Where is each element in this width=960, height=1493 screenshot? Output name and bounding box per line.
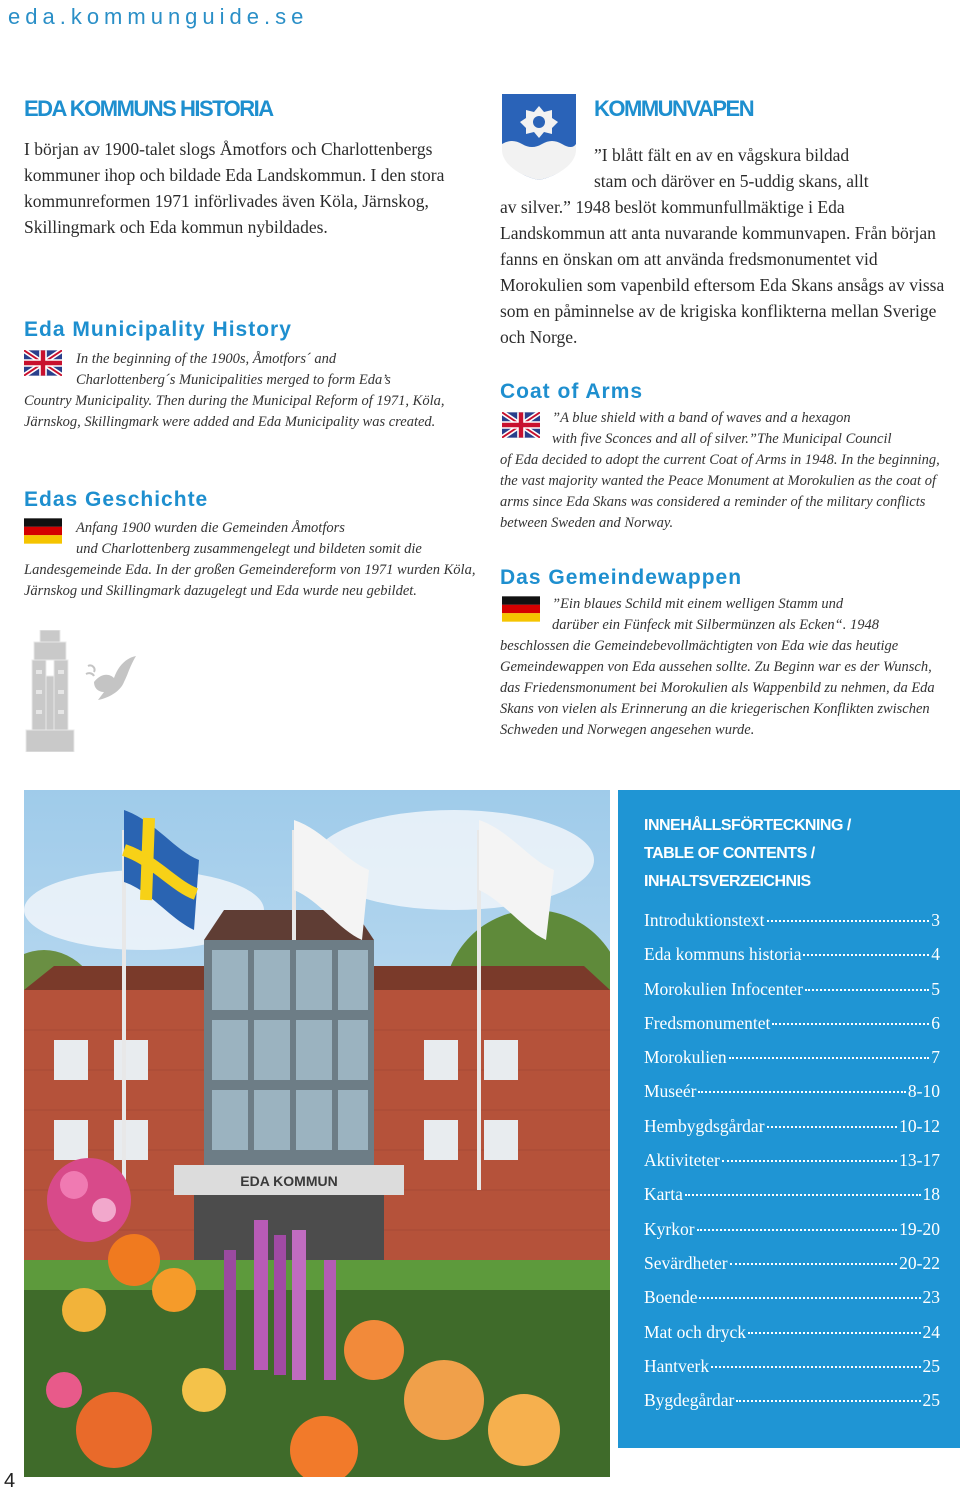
toc-title-line: TABLE OF CONTENTS / (644, 845, 815, 862)
toc-item-page: 25 (922, 1390, 940, 1411)
kommunvapen-body (500, 142, 945, 350)
toc-item[interactable] (644, 1356, 940, 1390)
coat-de-heading: Das Gemeindewappen (500, 566, 743, 589)
toc-item-title: Bygdegårdar (644, 1390, 735, 1411)
coat-de-body (500, 594, 945, 741)
toc-item[interactable] (644, 1116, 940, 1150)
history-de-rest: Landesgemeinde Eda. In der großen Gemeindereform von 1971 wurden Köla, Järnskog und Skillingmark dazugelegt und Eda wurde neu gebildet. (24, 562, 476, 599)
toc-item-page: 7 (931, 1047, 940, 1068)
toc-item-title: Hembygdsgårdar (644, 1115, 765, 1136)
toc-item-title: Sevärdheter (644, 1252, 728, 1273)
toc-item-page: 24 (922, 1321, 940, 1342)
coat-en-line2: with five Sconces and all of silver.”The Municipal Council (552, 431, 892, 447)
toc-item[interactable] (644, 1184, 940, 1218)
toc-item-title: Introduktionstext (644, 910, 765, 930)
uk-flag-icon (502, 412, 540, 438)
toc-item[interactable] (644, 1013, 940, 1047)
history-en-section (24, 318, 484, 433)
toc-item-page: 18 (922, 1184, 940, 1205)
toc-item-page: 10-12 (899, 1115, 940, 1136)
history-de-line2: und Charlottenberg zusammengelegt und bildeten somit die (76, 541, 422, 557)
toc-item-page: 23 (922, 1287, 940, 1308)
history-heading: EDA KOMMUNS HISTORIA (24, 96, 273, 121)
peace-monument-icon (22, 630, 78, 752)
toc-item-title: Boende (644, 1287, 698, 1308)
coat-en-line1: ”A blue shield with a band of waves and a hexagon (552, 410, 851, 426)
site-url[interactable]: eda.kommunguide.se (8, 4, 309, 29)
german-flag-icon (24, 518, 62, 544)
history-de-line1: Anfang 1900 wurden die Gemeinden Åmotfors (76, 520, 345, 536)
table-of-contents (618, 790, 960, 1448)
coat-en-rest: of Eda decided to adopt the current Coat of Arms in 1948. In the beginning, the vast majority wanted the Peace Monument at Morokulien as the coat of arms since Eda Skans was considered a reminder of the military conflicts between Sweden and Norway. (500, 452, 940, 531)
toc-item-title: Mat och dryck (644, 1321, 747, 1342)
toc-item-title: Fredsmonumentet (644, 1012, 771, 1033)
toc-item[interactable] (644, 1081, 940, 1115)
toc-item-title: Karta (644, 1184, 683, 1205)
toc-item-title: Morokulien (644, 1047, 727, 1068)
history-en-line1: In the beginning of the 1900s, Åmotfors´ and (76, 351, 337, 367)
coat-de-line2: darüber ein Fünfeck mit Silbermünzen als Ecken“. 1948 (552, 617, 879, 633)
toc-title (644, 812, 944, 896)
history-en-body (24, 349, 484, 433)
coat-de-line1: ”Ein blaues Schild mit einem welligen Stamm und (552, 596, 844, 612)
toc-item[interactable] (644, 1047, 940, 1081)
history-section (24, 96, 484, 240)
coat-en-body (500, 408, 945, 534)
toc-item[interactable] (644, 1287, 940, 1321)
toc-item-page: 25 (922, 1355, 940, 1376)
toc-item[interactable] (644, 1390, 940, 1424)
toc-item-page: 19-20 (899, 1218, 940, 1239)
town-hall-illustration (24, 790, 610, 1477)
toc-item[interactable] (644, 1253, 940, 1287)
toc-item-title: Aktiviteter (644, 1150, 720, 1171)
german-flag-icon (502, 596, 540, 622)
page-number: 4 (4, 1470, 16, 1492)
toc-item[interactable] (644, 1150, 940, 1184)
history-de-section (24, 488, 484, 602)
toc-title-line: INHALTSVERZEICHNIS (644, 873, 811, 890)
toc-item-page: 13-17 (899, 1150, 940, 1171)
coat-en-section (500, 380, 945, 534)
history-de-heading: Edas Geschichte (24, 488, 209, 511)
toc-item-title: Morokulien Infocenter (644, 978, 803, 999)
kommunvapen-section (500, 142, 945, 350)
coat-en-heading: Coat of Arms (500, 380, 644, 403)
toc-item-page: 5 (931, 978, 940, 999)
history-en-rest: Country Municipality. Then during the Municipal Reform of 1971, Köla, Järnskog, Skillingmark were added and Eda Municipality was created. (24, 393, 445, 430)
kommunvapen-line1: ”I blått fält en av en vågskura bildad (594, 145, 850, 165)
coat-de-rest: beschlossen die Gemeindebevollmächtigten von Eda wie das heutige Gemeindewappen von Eda aussehen sollte. Zu Beginn war es der Wunsch, das Friedensmonument bei Morokulien als Wappenbild zu nehmen, da Eda Skans von vielen als Erinnerung an die kriegerischen Konflikten zwischen Schweden und Norwegen angesehen wurde. (500, 638, 935, 738)
town-hall-photo (24, 790, 610, 1477)
toc-item-page: 4 (931, 944, 940, 965)
toc-item-page: 20-22 (899, 1252, 940, 1273)
toc-title-line: INNEHÅLLSFÖRTECKNING / (644, 817, 851, 834)
toc-item-title: Hantverk (644, 1355, 710, 1376)
toc-item[interactable] (644, 979, 940, 1013)
toc-item-title: Kyrkor (644, 1218, 695, 1239)
dove-icon (84, 652, 140, 704)
uk-flag-icon (24, 350, 62, 376)
building-sign: EDA KOMMUN (240, 1173, 338, 1189)
toc-item[interactable] (644, 1219, 940, 1253)
history-body: I början av 1900-talet slogs Åmotfors och Charlottenbergs kommuner ihop och bildade Eda Landskommun. I den stora kommunreformen 1971 införlivades även Köla, Järnskog, Skillingmark och Eda kommun nybildades. (24, 139, 445, 237)
toc-list (644, 910, 940, 1424)
coat-de-section (500, 566, 945, 741)
toc-item-title: Eda kommuns historia (644, 944, 802, 965)
kommunvapen-rest: av silver.” 1948 beslöt kommunfullmäktige i Eda Landskommun att anta nuvarande kommunvapen. Från början fanns en önskan om att använda fredsmonumentet vid Morokulien som vapenbild eftersom Eda Skans ansågs av vissa som en påminnelse av de krigiska konflikterna mellan Sverige och Norge. (500, 197, 945, 347)
kommunvapen-heading: KOMMUNVAPEN (594, 96, 754, 121)
history-de-body (24, 518, 484, 602)
toc-item[interactable] (644, 910, 940, 944)
toc-item[interactable] (644, 944, 940, 978)
kommunvapen-line2: stam och däröver en 5-uddig skans, allt (594, 171, 869, 191)
toc-item-page: 3 (931, 910, 940, 930)
kommunvapen-heading-wrap (594, 96, 954, 122)
toc-item-page: 8-10 (907, 1081, 940, 1102)
toc-item-page: 6 (931, 1012, 940, 1033)
toc-item-title: Museér (644, 1081, 697, 1102)
history-en-heading: Eda Municipality History (24, 318, 292, 341)
history-en-line2: Charlottenberg´s Municipalities merged to form Eda’s (76, 372, 391, 388)
toc-item[interactable] (644, 1322, 940, 1356)
